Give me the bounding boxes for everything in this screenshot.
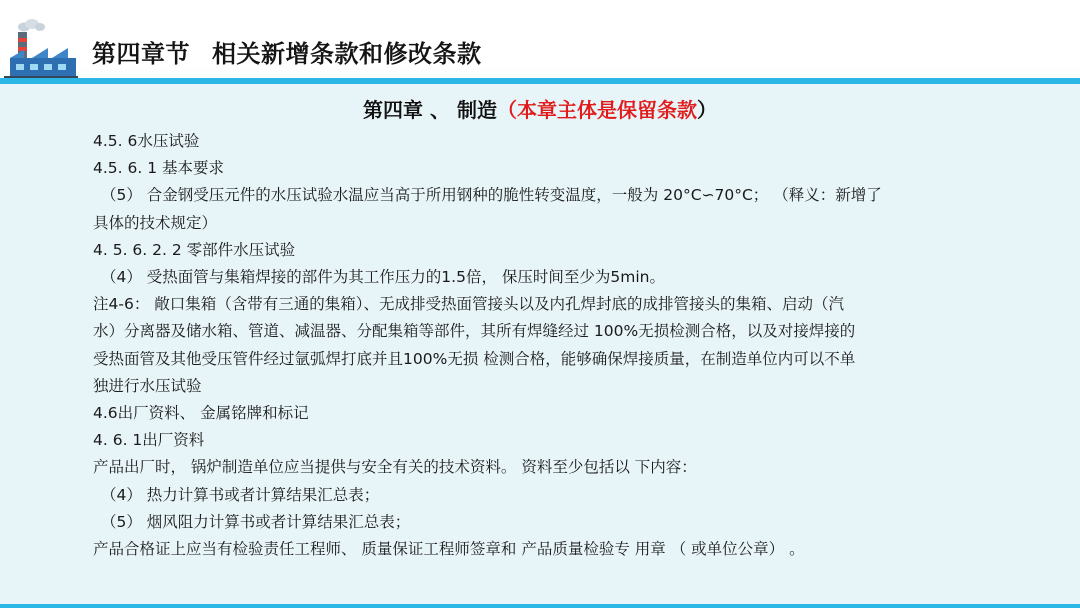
clause-line: 受热面管及其他受压管件经过氩弧焊打底并且100%无损 检测合格，能够确保焊接质量，在制造单位内可以不单 bbox=[93, 349, 856, 368]
body-text bbox=[93, 128, 993, 563]
clause-line: 产品出厂时， 锅炉制造单位应当提供与安全有关的技术资料。 资料至少包括以 下内容： bbox=[93, 458, 697, 477]
clause-line: 水）分离器及储水箱、管道、减温器、分配集箱等部件，其所有焊缝经过 100%无损检测合格，以及对接焊接的 bbox=[93, 322, 856, 341]
header-bar bbox=[0, 0, 1080, 84]
section-heading bbox=[0, 94, 1080, 123]
section-heading-close: ） bbox=[696, 98, 717, 122]
clause-line: 4.5. 6. 1 基本要求 bbox=[93, 159, 225, 178]
clause-line: （4） 热力计算书或者计算结果汇总表； bbox=[101, 485, 380, 504]
clause-line: （5） 合金钢受压元件的水压试验水温应当高于所用钢种的脆性转变温度，一般为 20°C∽70°C； （释义：新增了 bbox=[101, 186, 882, 205]
clause-line: （5） 烟风阻力计算书或者计算结果汇总表； bbox=[101, 512, 411, 531]
section-heading-highlight: 本章主体是保留条款 bbox=[516, 98, 697, 122]
footer-accent-line bbox=[0, 604, 1080, 608]
clause-line: 产品合格证上应当有检验责任工程师、 质量保证工程师签章和 产品质量检验专 用章 （ 或单位公章） 。 bbox=[93, 540, 805, 559]
clause-line: 具体的技术规定） bbox=[93, 213, 218, 232]
clause-line: 4.6出厂资料、 金属铭牌和标记 bbox=[93, 404, 309, 423]
factory-icon bbox=[4, 18, 78, 80]
clause-line: 4. 5. 6. 2. 2 零部件水压试验 bbox=[93, 240, 296, 259]
clause-line: 4.5. 6水压试验 bbox=[93, 132, 200, 150]
clause-line: 独进行水压试验 bbox=[93, 376, 202, 395]
page-title bbox=[92, 34, 482, 69]
clause-line: 注4-6： 敞口集箱（含带有三通的集箱）、无成排受热面管接头以及内孔焊封底的成排管接头的集箱、启动（汽 bbox=[93, 295, 844, 314]
clause-line: （4） 受热面管与集箱焊接的部件为其工作压力的1.5倍， 保压时间至少为5min。 bbox=[101, 268, 665, 287]
section-heading-prefix: 第四章 、 制造 bbox=[363, 98, 497, 122]
clause-line: 4. 6. 1出厂资料 bbox=[93, 431, 205, 450]
section-heading-open: （ bbox=[496, 98, 517, 122]
chapter-subtitle: 相关新增条款和修改条款 bbox=[212, 40, 482, 68]
chapter-title: 第四章节 bbox=[92, 40, 190, 68]
